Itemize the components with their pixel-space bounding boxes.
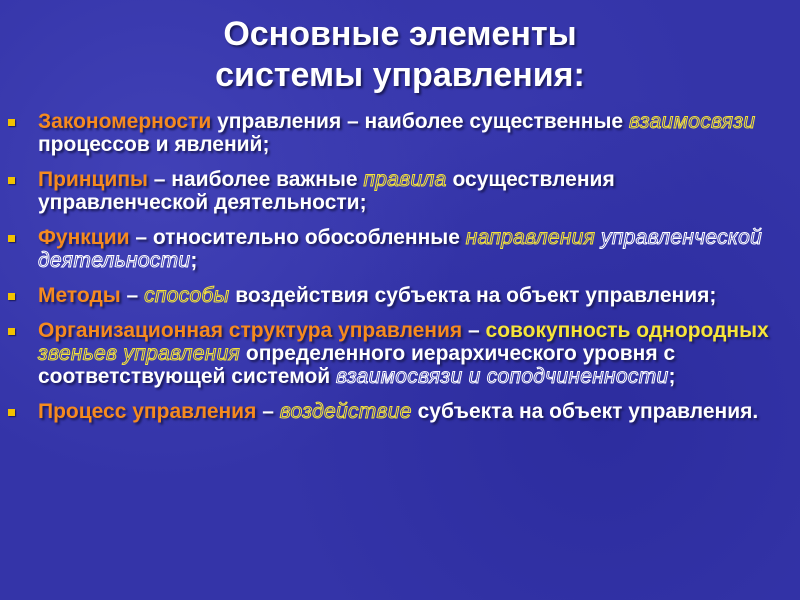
item-text: – наиболее важные xyxy=(147,168,364,191)
list-item-org-structure xyxy=(8,319,788,388)
item-text: – xyxy=(120,284,145,307)
emphasis-text: способы xyxy=(144,284,230,307)
emphasis-text: правила xyxy=(363,168,447,191)
item-text: определенного иерархического уровня с соответствующей системой xyxy=(38,342,676,388)
square-bullet-icon xyxy=(8,119,15,126)
item-text: – относительно обособленные xyxy=(129,226,466,249)
slide-title xyxy=(0,14,800,96)
term-org-structure: Организационная структура управления xyxy=(38,319,463,342)
emphasis-text-white: взаимосвязи и соподчиненности xyxy=(336,365,669,388)
item-text: осуществления управленческой деятельности; xyxy=(38,168,615,214)
emphasis-text: звеньев управления xyxy=(38,342,241,365)
list-item-regularities xyxy=(8,110,788,156)
item-text: – xyxy=(462,319,486,342)
item-text: ; xyxy=(668,365,676,388)
term-principles: Принципы xyxy=(38,168,148,191)
square-bullet-icon xyxy=(8,409,15,416)
square-bullet-icon xyxy=(8,293,15,300)
list-item-process xyxy=(8,400,788,423)
square-bullet-icon xyxy=(8,328,15,335)
emphasis-text: направления xyxy=(465,226,596,249)
list-item-principles xyxy=(8,168,788,214)
item-text: – xyxy=(256,400,280,423)
item-text: ; xyxy=(190,249,198,272)
item-text: процессов и явлений; xyxy=(38,133,270,156)
slide-title-line-1: Основные элементы xyxy=(223,15,577,53)
square-bullet-icon xyxy=(8,235,15,242)
slide-title-line-2: системы управления: xyxy=(215,56,585,94)
list-item-methods xyxy=(8,284,788,307)
term-process: Процесс управления xyxy=(38,400,257,423)
item-text: субъекта на объект управления. xyxy=(411,400,759,423)
list-item-functions xyxy=(8,226,788,272)
square-bullet-icon xyxy=(8,177,15,184)
item-text: воздействия субъекта на объект управления; xyxy=(229,284,717,307)
emphasis-text: взаимосвязи xyxy=(628,110,756,133)
emphasis-text-white: управленческой деятельности xyxy=(38,226,763,272)
term-methods: Методы xyxy=(38,284,121,307)
element-list xyxy=(8,110,788,435)
term-functions: Функции xyxy=(38,226,130,249)
emphasis-text: воздействие xyxy=(279,400,412,423)
item-text: управления – наиболее существенные xyxy=(211,110,629,133)
highlight-text: совокупность однородных xyxy=(485,319,769,342)
term-regularities: Закономерности xyxy=(38,110,212,133)
